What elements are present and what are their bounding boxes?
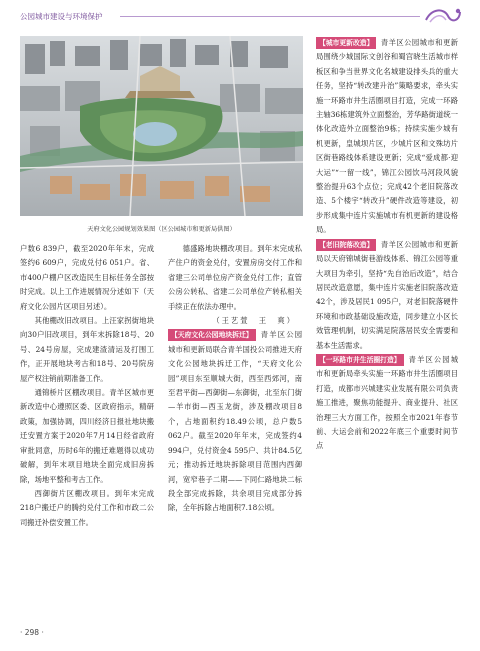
page-header xyxy=(0,0,480,30)
paragraph: 其他棚改旧改项目。上汪家拐街地块向30户旧改项目，到年末拆除18号、20号、24号房屋，完成建渣清运及打围工作，正开展地块考古和18号、20号院房屋产权注销前期准备工作。 xyxy=(20,316,154,383)
section-text: 青羊区公园城市和更新局牵头实施一环路市井生活圈项目打造，成都市兴城建实业发展有限公司负责施工推进，聚焦功能提升、商业提升、社区治理三大方面工作，按照全市2021年春节前、大运会前和2022年底三个重要时间节点 xyxy=(316,354,458,451)
paragraph: 户数6 839户，截至2020年年末，完成签约6 609户，完成兑付6 051户。省、市400户棚户区改造民生目标任务全部按时完成。以上工作进展情况分述如下（天府文化公园片区项目另述）。 xyxy=(20,244,154,311)
section-heading-tag: 【城市更新改造】 xyxy=(316,37,376,49)
aerial-rendering-image xyxy=(20,36,303,216)
text-column-2 xyxy=(168,242,302,516)
author-credit: （王艺萱 王 爽） xyxy=(212,316,296,326)
section-paragraph xyxy=(168,328,302,515)
section-paragraph xyxy=(316,353,458,454)
section-paragraph xyxy=(316,238,458,353)
section-text: 青羊区公园城市和更新局联合青羊国投公司推进天府文化公园地块拆迁工作，“天府文化公园”项目东至顺城大街，西至西郊河，南至君平街—西御街—东御街，北至东门街—羊市街—西玉龙街，涉及棚改项目8个，占地面积约18.49公顷，总户数5 062户。截至2020年年末，完成签约4 994户，兑付资金4 595户、共计84.5亿元；推动拆迁地块拆除项目范围内西御河，宽窄巷子二期——下同仁路地块二标段全部完成拆除，共余项目完成部分拆除，全年拆除占地面积7.18公顷。 xyxy=(168,330,302,513)
text-column-3 xyxy=(316,36,458,454)
header-rule xyxy=(120,16,420,17)
text-column-1 xyxy=(20,242,154,530)
section-heading-tag: 【一环路市井生活圈打造】 xyxy=(316,354,404,366)
page-number: · 298 · xyxy=(20,628,44,637)
running-title: 公园城市建设与环境保护 xyxy=(20,12,103,21)
section-heading-tag: 【老旧院落改造】 xyxy=(316,239,376,251)
paragraph: 德盛路地块棚改项目。到年末完成私产住户的资金兑付，安置房房交付工作和省建三公司单位房产资金兑付工作；直管公房公转私、省建二公司单位产转私相关手续正在依法办理中。 xyxy=(168,244,302,311)
decorative-swirl-icon xyxy=(422,6,464,26)
section-text: 青羊区公园城市和更新局以天府锦城街巷游线体系、锦江公园等重大项目为牵引，坚持“先自治后改造”，结合居民改造意愿，集中连片实施老旧院落改造42个，涉及居民1 095户，对老旧院落硬件环境和市政基础设施改造，同步建立小区长效管理机制，切实满足院落居民安全需要和基本生活需求。 xyxy=(316,239,458,350)
paragraph: 西御街片区棚改项目。到年末完成218户搬迁户的腾约兑付工作和市政二公司搬迁补偿安置工作。 xyxy=(20,488,154,527)
paragraph: 通锦桥片区棚改项目。青羊区城市更新改造中心遵照区委、区政府指示，精研政策，加强协调，四川经济日报社地块搬迁安置方案于2020年7月14日经省政府审批同意，历时6年的搬迁难题得以成功破解，到年末项目地块全面完成旧房拆除，场地平整和考古工作。 xyxy=(20,388,154,484)
section-paragraph xyxy=(316,36,458,238)
section-heading-tag: 【天府文化公园地块拆迁】 xyxy=(168,329,256,341)
figure-caption: 天府文化公园规划效果图（区公园城市和更新局供图） xyxy=(87,226,236,233)
section-text: 青羊区公园城市和更新局围绕少城国际文创谷和蜀宫晓生活城市样板区和争当世界文化名城建设排头兵的重大任务，坚持“转改建升治”策略要求，牵头实施一环路市井生活圈项目打造，完成一环路主轴36栋建筑外立面整治，芳华路街道统一体化改造外立面整治9栋；持续实施少城有机更新，皇城坝片区，少城片区和文殊坊片区街巷路线体系建设更新；完成“爱成都·迎大运”“一留一线”，锦江公园饮马河段风貌整治提升63个点位；完成42个老旧院落改造、5个楼宇“转改升”硬件改造等建设，初步形成集中连片实施城市有机更新的建设格局。 xyxy=(316,38,458,235)
